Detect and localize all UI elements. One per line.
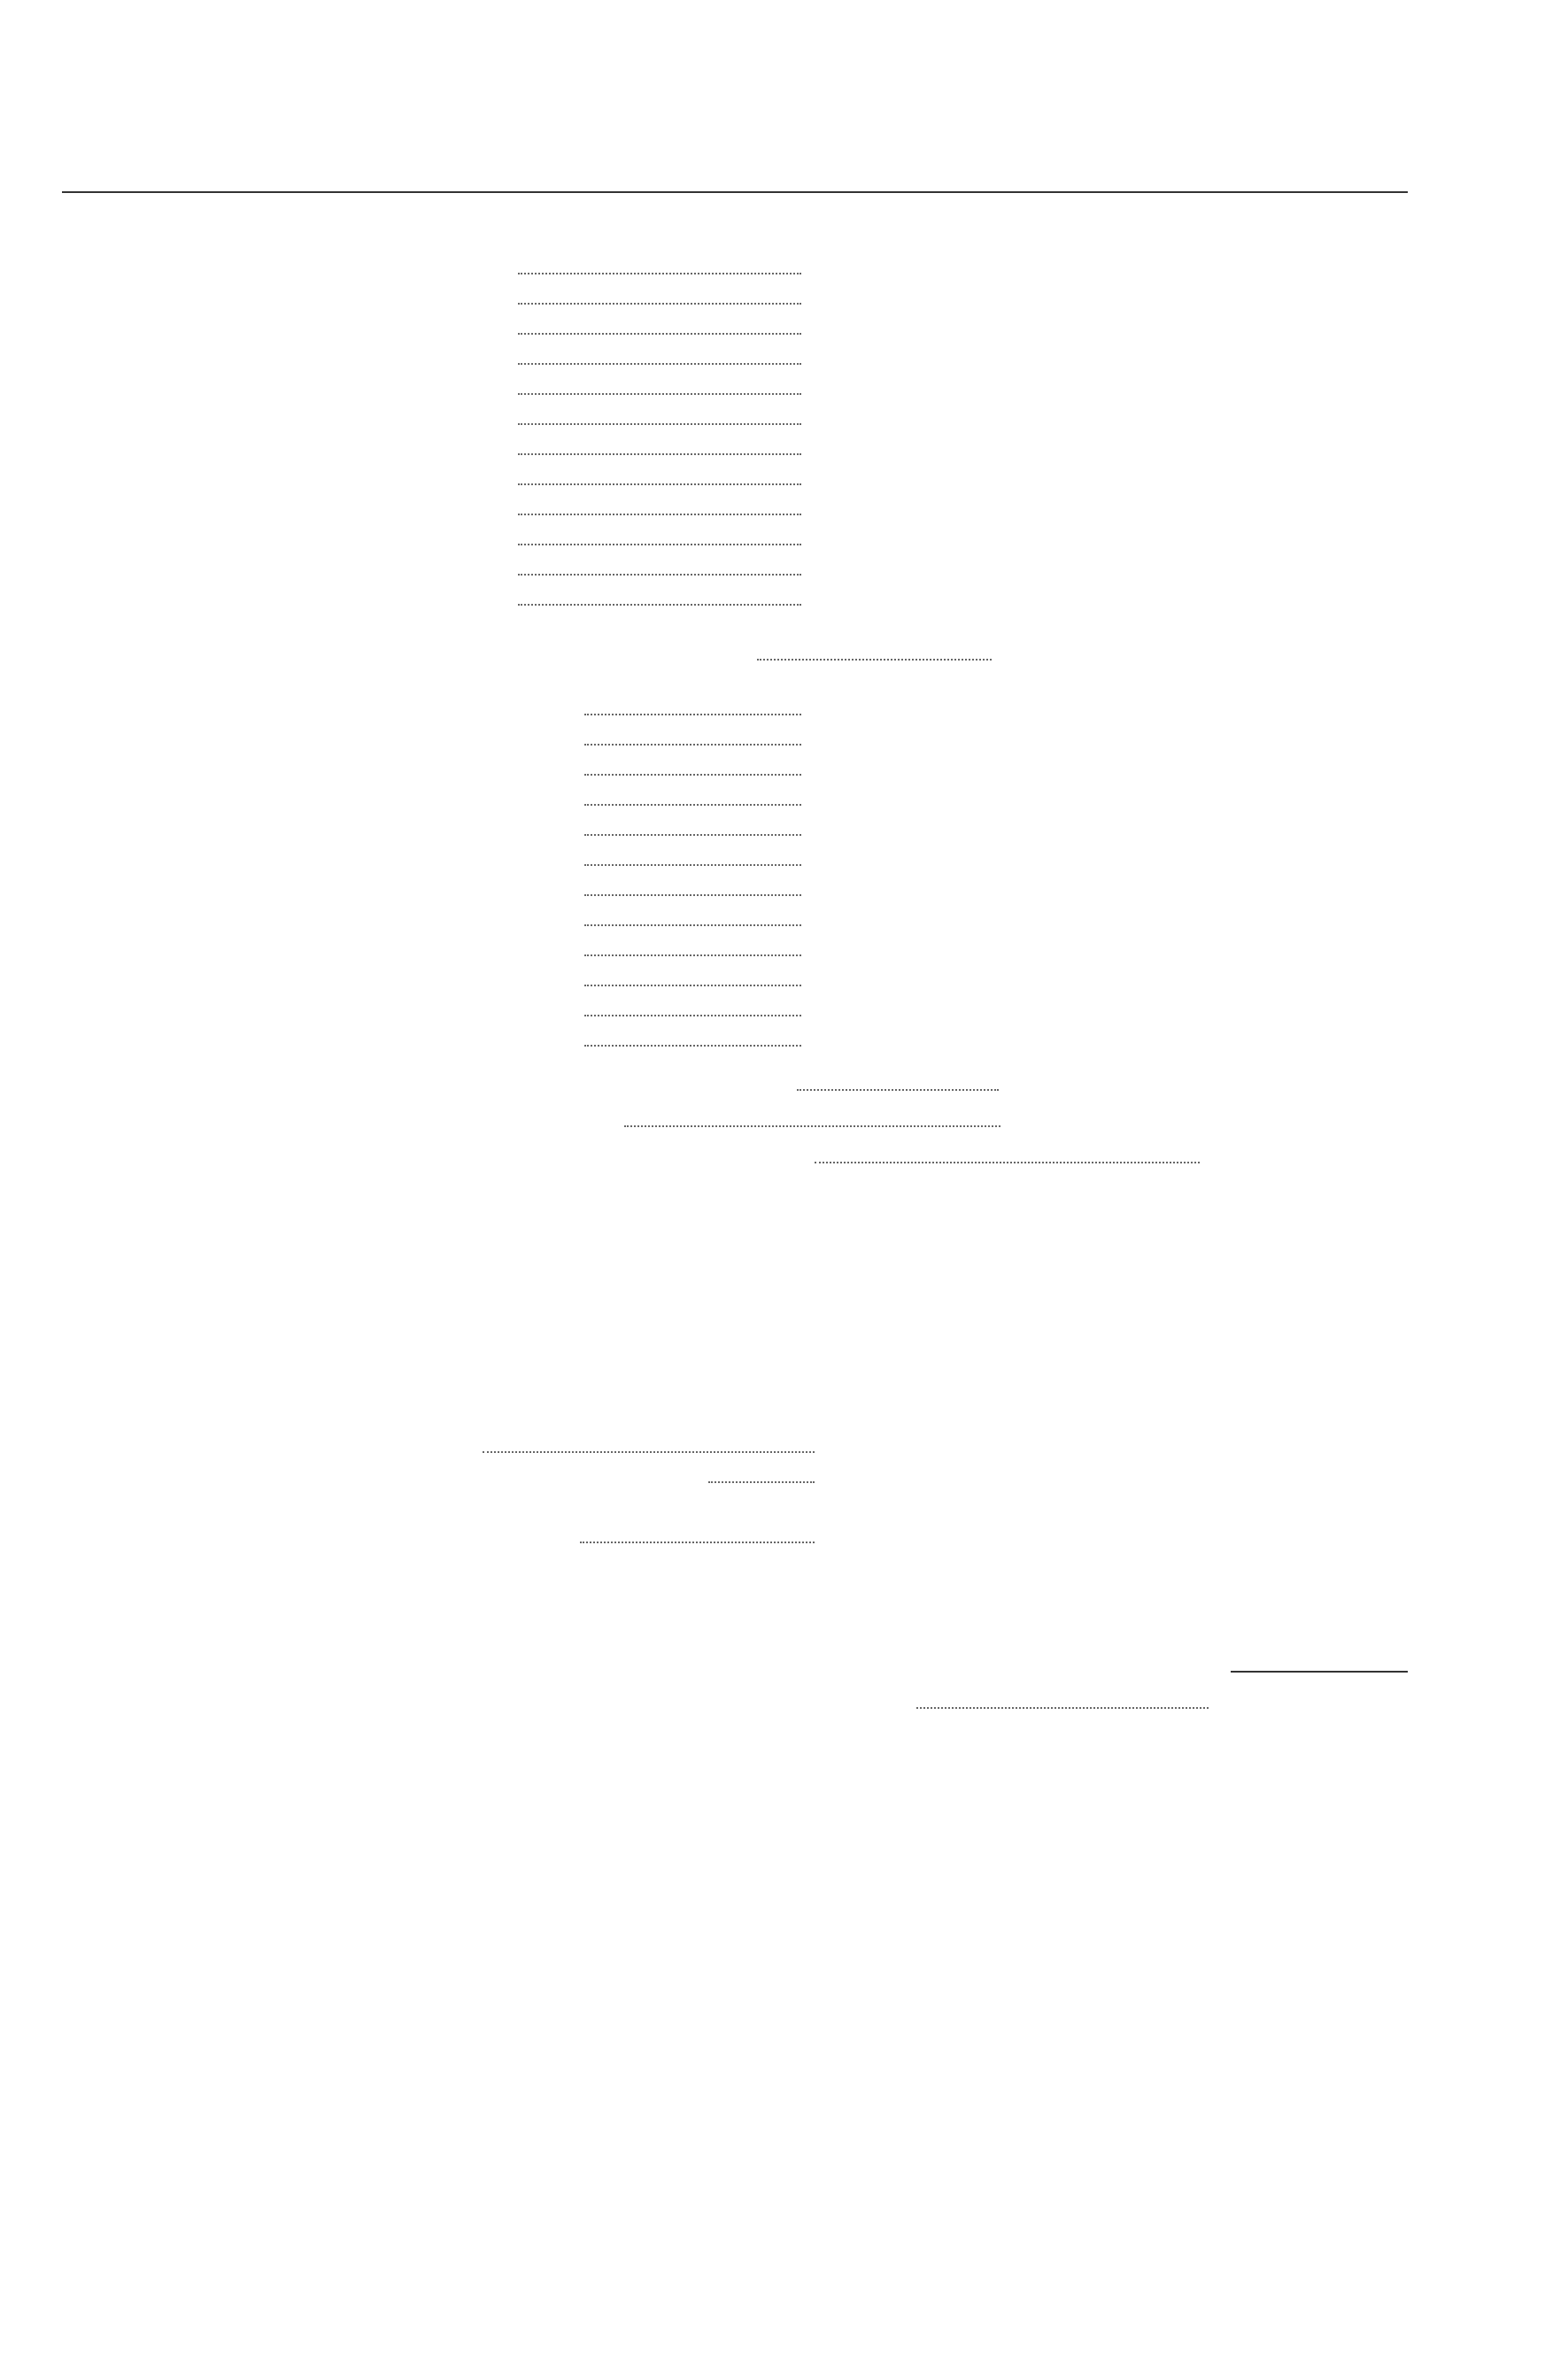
leader-dots: [757, 636, 992, 661]
leader-dots: [584, 811, 801, 836]
total-kings-dist-4-row: [0, 636, 1545, 666]
list-item: [0, 340, 1545, 370]
leader-dots: [518, 430, 801, 455]
list-item: [0, 901, 1545, 931]
list-item: [0, 370, 1545, 400]
list-item: [0, 841, 1545, 871]
leader-dots: [584, 962, 801, 986]
leader-dots: [518, 310, 801, 335]
list-item: [0, 280, 1545, 310]
list-item: [0, 1022, 1545, 1052]
leader-dots: [584, 841, 801, 866]
leader-dots: [584, 1022, 801, 1047]
leader-dots: [483, 1428, 815, 1453]
list-item: [0, 811, 1545, 841]
leader-dots: [518, 250, 801, 274]
grand-total-row: [0, 1684, 1545, 1714]
leader-dots: [584, 901, 801, 926]
list-item: [0, 691, 1545, 721]
list-item: [0, 751, 1545, 781]
leader-dots: [518, 370, 801, 395]
leader-dots: [584, 721, 801, 746]
leader-dots: [584, 781, 801, 806]
leader-dots: [584, 871, 801, 896]
leader-dots: [518, 400, 801, 425]
leader-dots: [518, 280, 801, 305]
leader-dots: [518, 521, 801, 545]
list-item: [0, 310, 1545, 340]
list-item: [0, 430, 1545, 460]
list-item: [0, 781, 1545, 811]
leader-dots: [584, 931, 801, 956]
list-item: [0, 521, 1545, 551]
leader-dots: [518, 551, 801, 576]
leader-dots: [624, 1102, 1000, 1127]
leader-dots: [584, 992, 801, 1016]
leader-dots: [815, 1139, 1200, 1163]
leader-dots: [797, 1066, 999, 1091]
roads-kings-sundry-row: [0, 1102, 1545, 1132]
maintenance-row: [0, 1428, 1545, 1458]
county-total-row: [0, 1139, 1545, 1169]
list-item: [0, 491, 1545, 521]
leader-dots: [580, 1518, 815, 1543]
list-item: [0, 721, 1545, 751]
leader-dots: [584, 691, 801, 715]
leader-dots: [518, 581, 801, 606]
list-item: [0, 460, 1545, 491]
leader-dots: [518, 460, 801, 485]
list-item: [0, 871, 1545, 901]
leader-dots: [916, 1684, 1209, 1709]
leader-dots: [518, 340, 801, 365]
list-item: [0, 992, 1545, 1022]
less-credit-row: [0, 1458, 1545, 1488]
list-item: [0, 400, 1545, 430]
leader-dots: [708, 1458, 815, 1483]
list-item: [0, 250, 1545, 280]
total-rule: [1231, 1671, 1408, 1673]
list-item: [0, 581, 1545, 611]
surplus-row: [0, 1518, 1545, 1549]
list-item: [0, 962, 1545, 992]
leader-dots: [518, 491, 801, 515]
list-item: [0, 551, 1545, 581]
header-rule: [62, 191, 1408, 193]
leader-dots: [584, 751, 801, 776]
total-kings-dist-5-row: [0, 1066, 1545, 1096]
list-item: [0, 931, 1545, 962]
